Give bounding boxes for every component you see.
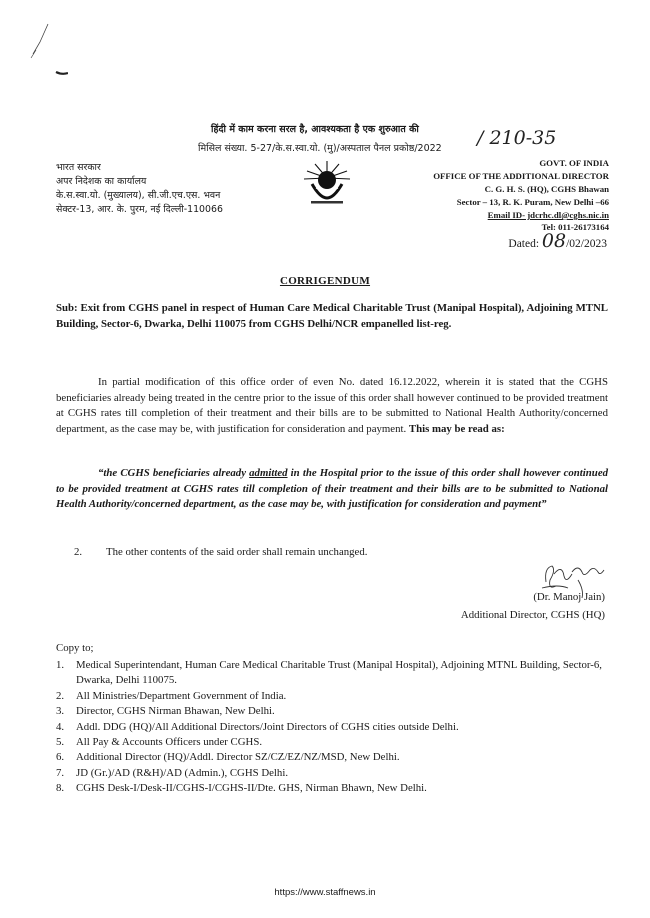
hindi-address-line: के.स.स्वा.यो. (मुख्यालय), सी.जी.एच.एस. भवन [56,190,221,201]
telephone-line: Tel: 011-26173164 [541,222,609,232]
copy-to-item-text: Additional Director (HQ)/Addl. Director SZ/CZ/EZ/NZ/MSD, New Delhi. [76,751,400,764]
document-title: CORRIGENDUM [279,275,371,287]
paragraph-2-number: 2. [74,546,83,558]
pen-mark-scribble [28,20,68,82]
hindi-slogan: हिंदी में काम करना सरल है, आवश्यकता है एक शुरुआत की [211,124,419,135]
copy-to-item-number: 1. [56,659,65,671]
hindi-address-line: सेक्टर-13, आर. के. पुरम, नई दिल्ली-110066 [56,204,223,215]
paragraph-1-text: In partial modification of this office order of even No. dated 16.12.2022, wherein it is stated that the CGHS beneficiaries already being treated in the centre prior to the issue of this order shall however continued to be provided treatment at CGHS rates till completion of their treatment and their bills are to be submitted to National Health Authority/concerned department, as the case may be, with justification for consideration and payment. [56,376,608,435]
copy-to-item-text: CGHS Desk-I/Desk-II/CGHS-I/CGHS-II/Dte. GHS, Nirman Bhawn, New Delhi. [76,782,427,795]
copy-to-item-number: 7. [56,766,65,779]
copy-to-item-number: 5. [56,736,65,749]
signatory-name: (Dr. Manoj Jain) [533,591,605,603]
paragraph-1 [56,375,608,437]
quote-text-start: “the CGHS beneficiaries already [98,467,250,479]
handwritten-day: 08 [541,230,567,252]
copy-to-label: Copy to; [56,642,94,654]
copy-to-item-number: 4. [56,720,65,733]
signatory-designation: Additional Director, CGHS (HQ) [460,609,605,621]
english-address-line: Sector – 13, R. K. Puram, New Delhi –66 [456,197,609,207]
copy-to-item [56,750,612,765]
subject-line: Sub: Exit from CGHS panel in respect of Human Care Medical Charitable Trust (Manipal Hospital), Adjoining MTNL Building, Sector-6, Dwarka, Delhi 110075 from CGHS Delhi/NCR empanelled list-reg. [56,302,608,330]
email-line: Email ID- jdcrhc.dl@cghs.nic.in [487,210,609,220]
copy-to-item-text: Director, CGHS Nirman Bhawan, New Delhi. [76,705,275,718]
hindi-address-line: भारत सरकार [56,162,101,173]
copy-to-item [56,781,612,796]
paragraph-1-bold-text: This may be read as: [408,422,505,435]
handwritten-file-annotation: / 210-35 [477,127,557,149]
copy-to-item [56,704,612,719]
english-address-line: GOVT. OF INDIA [539,158,609,168]
copy-to-item-text: All Pay & Accounts Officers under CGHS. [76,736,263,749]
quoted-amendment [56,466,608,513]
copy-to-item [56,720,612,735]
copy-to-item-number: 6. [56,751,65,764]
copy-to-list [56,658,612,797]
copy-to-item-number: 8. [56,782,65,795]
paragraph-2: The other contents of the said order shall remain unchanged. [106,546,368,558]
copy-to-item [56,689,612,704]
file-number: मिसिल संख्या. 5-27/के.स.स्वा.यो. (मु)/अस्पताल पैनल प्रकोष्ठ/2022 [198,143,442,154]
quote-text-end: in the Hospital prior to the issue of this order shall however continued to be provided treatment at CGHS rates till completion of their treatment and their bills are to be submitted to National Health Authority/concerned department, as the case may be, with justification for consideration and payment” [56,467,609,510]
cghs-emblem-logo [298,158,356,208]
date-line [508,230,607,252]
english-address-line: OFFICE OF THE ADDITIONAL DIRECTOR [433,171,609,181]
copy-to-item-number: 3. [56,705,65,718]
copy-to-item [56,735,612,750]
copy-to-item [56,658,612,689]
hindi-address-line: अपर निदेशक का कार्यालय [56,176,147,187]
quote-underlined-word: admitted [249,467,288,479]
copy-to-item-text: Medical Superintendant, Human Care Medical Charitable Trust (Manipal Hospital), Adjoining MTNL Building, Sector-6, Dwarka, Delhi 110075. [76,659,602,687]
copy-to-item-text: JD (Gr.)/AD (R&H)/AD (Admin.), CGHS Delhi. [76,766,289,779]
copy-to-item-number: 2. [56,689,65,702]
footer-url: https://www.staffnews.in [274,887,376,898]
date-label: Dated: [508,238,540,250]
copy-to-item-text: Addl. DDG (HQ)/All Additional Directors/Joint Directors of CGHS cities outside Delhi. [76,720,459,733]
english-address-line: C. G. H. S. (HQ), CGHS Bhawan [484,184,609,194]
copy-to-item-text: All Ministries/Department Government of India. [76,689,287,702]
date-month-year: /02/2023 [566,238,607,250]
copy-to-item [56,766,612,781]
